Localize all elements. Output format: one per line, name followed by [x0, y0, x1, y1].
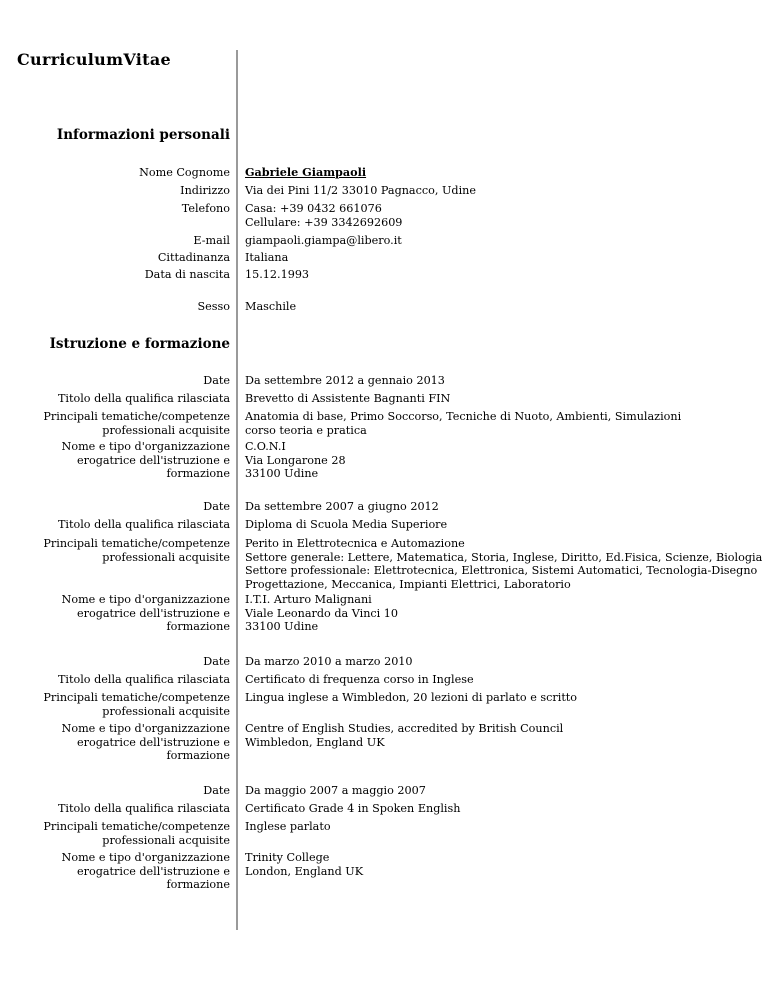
- label-line: erogatrice dell'istruzione e: [77, 735, 230, 749]
- value-line: Centre of English Studies, accredited by British Council: [245, 722, 564, 735]
- value-date: Da marzo 2010 a marzo 2010: [245, 655, 413, 668]
- label-nome-cognome: Nome Cognome: [139, 166, 230, 179]
- label-organizzazione: [0, 851, 230, 892]
- column-divider: [236, 50, 238, 930]
- label-line: erogatrice dell'istruzione e: [77, 453, 230, 467]
- value-line: London, England UK: [245, 864, 364, 878]
- value-line: Perito in Elettrotecnica e Automazione: [245, 537, 465, 550]
- label-line: Nome e tipo d'organizzazione: [61, 722, 230, 735]
- value-telefono: [245, 202, 760, 229]
- label-line: professionali acquisite: [102, 550, 230, 564]
- value-email: giampaoli.giampa@libero.it: [245, 234, 402, 247]
- label-indirizzo: Indirizzo: [180, 184, 230, 197]
- label-line: professionali acquisite: [102, 704, 230, 718]
- label-line: formazione: [166, 749, 230, 762]
- value-line: I.T.I. Arturo Malignani: [245, 593, 372, 606]
- label-date: Date: [203, 784, 230, 797]
- value-tematiche: [245, 537, 763, 591]
- value-line: Settore generale: Lettere, Matematica, Storia, Inglese, Diritto, Ed.Fisica, Scienze, Biologia: [245, 550, 763, 564]
- value-tematiche: [245, 820, 760, 834]
- label-date: Date: [203, 655, 230, 668]
- value-organizzazione: [245, 851, 760, 878]
- label-line: Principali tematiche/competenze: [43, 537, 230, 550]
- value-line: Viale Leonardo da Vinci 10: [245, 606, 399, 620]
- value-organizzazione: [245, 722, 760, 749]
- label-line: formazione: [166, 467, 230, 480]
- label-line: Nome e tipo d'organizzazione: [61, 593, 230, 606]
- label-qualifica: Titolo della qualifica rilasciata: [57, 518, 230, 531]
- label-qualifica: Titolo della qualifica rilasciata: [57, 802, 230, 815]
- label-line: Nome e tipo d'organizzazione: [61, 440, 230, 453]
- label-date: Date: [203, 374, 230, 387]
- label-date: Date: [203, 500, 230, 513]
- label-data-nascita: Data di nascita: [144, 268, 230, 281]
- value-telefono-cellulare: Cellulare: +39 3342692609: [245, 215, 403, 229]
- label-sesso: Sesso: [197, 300, 230, 313]
- value-nome-cognome: Gabriele Giampaoli: [245, 165, 367, 179]
- label-line: erogatrice dell'istruzione e: [77, 606, 230, 620]
- label-line: professionali acquisite: [102, 833, 230, 847]
- value-line: Lingua inglese a Wimbledon, 20 lezioni di parlato e scritto: [245, 691, 578, 704]
- label-tematiche: [0, 820, 230, 847]
- label-line: Nome e tipo d'organizzazione: [61, 851, 230, 864]
- label-line: formazione: [166, 620, 230, 633]
- value-line: Settore professionale: Elettrotecnica, Elettronica, Sistemi Automatici, Tecnologia-Disegno: [245, 564, 758, 577]
- value-telefono-casa: Casa: +39 0432 661076: [245, 202, 382, 215]
- value-organizzazione: [245, 440, 760, 481]
- value-line: Trinity College: [245, 851, 330, 864]
- value-indirizzo: Via dei Pini 11/2 33010 Pagnacco, Udine: [245, 184, 476, 197]
- value-line: C.O.N.I: [245, 440, 286, 453]
- label-cittadinanza: Cittadinanza: [157, 251, 230, 264]
- label-organizzazione: [0, 440, 230, 481]
- value-cittadinanza: Italiana: [245, 251, 289, 264]
- value-data-nascita: 15.12.1993: [245, 268, 310, 281]
- document-title: CurriculumVitae: [17, 50, 171, 69]
- label-telefono: Telefono: [181, 202, 230, 215]
- section-heading-personal: Informazioni personali: [56, 127, 230, 143]
- value-qualifica: Certificato di frequenza corso in Inglese: [245, 673, 474, 686]
- label-tematiche: [0, 691, 230, 718]
- label-organizzazione: [0, 593, 230, 634]
- value-sesso: Maschile: [245, 300, 297, 313]
- value-line: corso teoria e pratica: [245, 423, 367, 437]
- value-tematiche: [245, 691, 760, 705]
- label-line: formazione: [166, 878, 230, 891]
- section-heading-education: Istruzione e formazione: [49, 336, 230, 352]
- label-line: professionali acquisite: [102, 423, 230, 437]
- label-qualifica: Titolo della qualifica rilasciata: [57, 392, 230, 405]
- label-line: Principali tematiche/competenze: [43, 691, 230, 704]
- label-tematiche: [0, 410, 230, 437]
- value-line: Via Longarone 28: [245, 453, 346, 467]
- value-qualifica: Certificato Grade 4 in Spoken English: [245, 802, 461, 815]
- value-line: Progettazione, Meccanica, Impianti Elettrici, Laboratorio: [245, 577, 571, 591]
- value-date: Da maggio 2007 a maggio 2007: [245, 784, 426, 797]
- label-line: Principali tematiche/competenze: [43, 410, 230, 423]
- label-organizzazione: [0, 722, 230, 763]
- label-qualifica: Titolo della qualifica rilasciata: [57, 673, 230, 686]
- value-line: 33100 Udine: [245, 620, 319, 633]
- label-tematiche: [0, 537, 230, 564]
- value-line: Inglese parlato: [245, 820, 331, 833]
- value-line: Anatomia di base, Primo Soccorso, Tecniche di Nuoto, Ambienti, Simulazioni: [245, 410, 682, 423]
- value-line: Wimbledon, England UK: [245, 735, 385, 749]
- value-line: 33100 Udine: [245, 467, 319, 480]
- value-qualifica: Brevetto di Assistente Bagnanti FIN: [245, 392, 451, 405]
- value-organizzazione: [245, 593, 760, 634]
- label-line: Principali tematiche/competenze: [43, 820, 230, 833]
- value-date: Da settembre 2007 a giugno 2012: [245, 500, 439, 513]
- value-qualifica: Diploma di Scuola Media Superiore: [245, 518, 448, 531]
- label-email: E-mail: [193, 234, 230, 247]
- value-date: Da settembre 2012 a gennaio 2013: [245, 374, 445, 387]
- label-line: erogatrice dell'istruzione e: [77, 864, 230, 878]
- value-tematiche: [245, 410, 760, 437]
